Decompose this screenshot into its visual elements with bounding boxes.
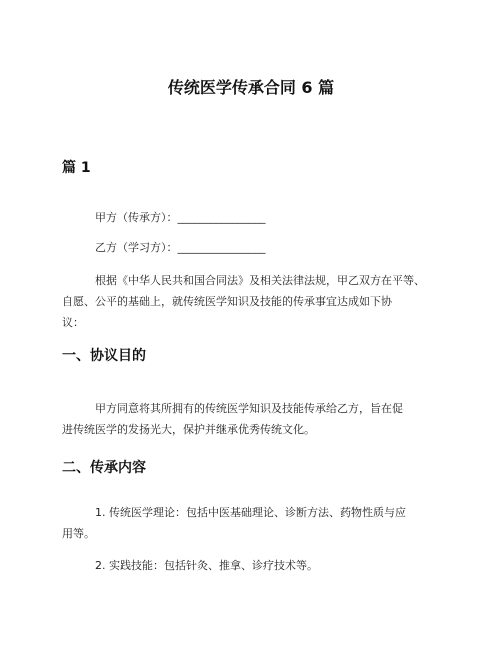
party-a-text: 甲方（传承方）：________________ bbox=[95, 211, 266, 224]
section-heading-content: 二、传承内容 bbox=[62, 460, 146, 476]
part-heading: 篇 1 bbox=[62, 160, 91, 176]
purpose-line: 进传统医学的发扬光大，保护并继承优秀传统文化。 bbox=[62, 423, 315, 436]
content-item-line: 1. 传统医学理论：包括中医基础理论、诊断方法、药物性质与应 bbox=[95, 506, 406, 519]
preamble-line: 自愿、公平的基础上，就传统医学知识及技能的传承事宜达成如下协 bbox=[62, 295, 392, 308]
document-title: 传统医学传承合同 6 篇 bbox=[167, 78, 335, 97]
purpose-paragraph bbox=[62, 398, 446, 440]
content-item-skills bbox=[62, 555, 446, 576]
section-heading-purpose: 一、协议目的 bbox=[62, 348, 146, 364]
party-b-line bbox=[62, 237, 446, 258]
preamble-line: 根据《中华人民共和国合同法》及相关法律法规，甲乙双方在平等、 bbox=[95, 274, 425, 287]
content-item-theory bbox=[62, 502, 446, 544]
preamble-paragraph bbox=[62, 270, 446, 333]
purpose-line: 甲方同意将其所拥有的传统医学知识及技能传承给乙方，旨在促 bbox=[95, 402, 403, 415]
content-item-line: 2. 实践技能：包括针灸、推拿、诊疗技术等。 bbox=[95, 559, 318, 572]
party-b-text: 乙方（学习方）：________________ bbox=[95, 241, 266, 254]
content-item-line: 用等。 bbox=[62, 527, 95, 540]
preamble-line: 议： bbox=[62, 316, 84, 329]
party-a-line bbox=[62, 207, 446, 228]
